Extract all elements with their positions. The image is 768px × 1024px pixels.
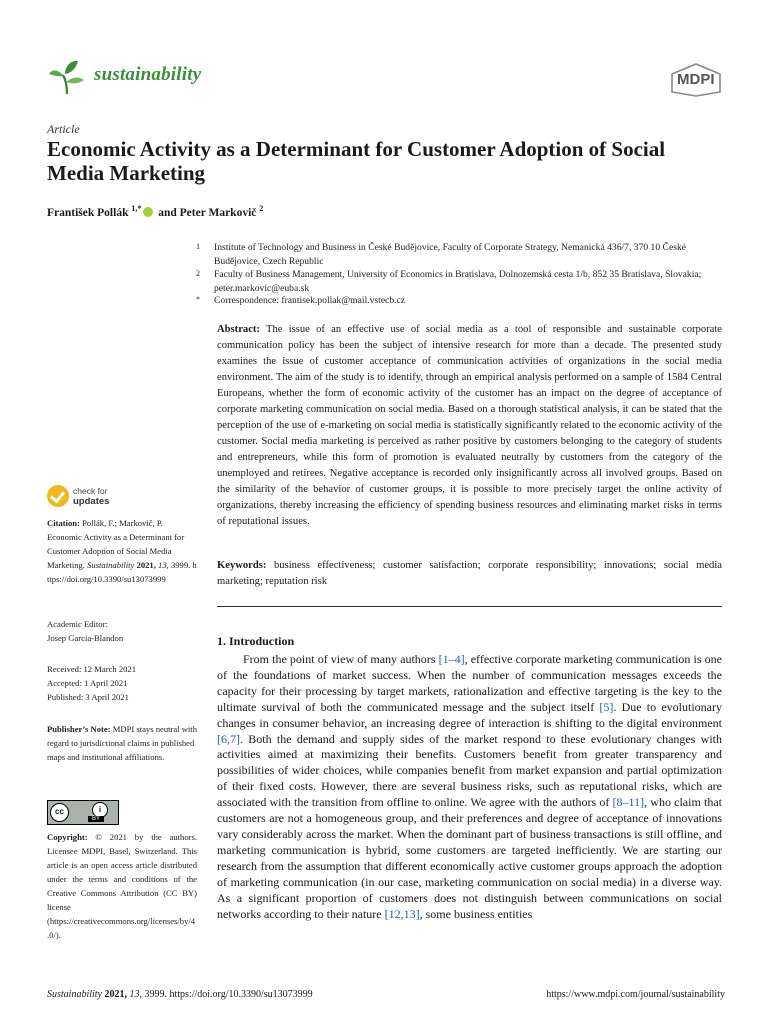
citation-year: 2021, [136,560,156,570]
citation-block [47,516,197,586]
body-text: . Both the demand and supply sides of the market respond to these evolutionary changes with activities aimed at maximizing their benefits. Customers benefit from greater transparency and possibilities of wider choices, while companies benefit from market expansion and partial optimization of their fixed costs. However, there are several business risks, such as reputational risks, which are associated with the transition from offline to online. We agree with the authors of [217,731,722,810]
mdpi-logo-icon[interactable] [668,62,724,98]
footer-journal-url[interactable]: https://www.mdpi.com/journal/sustainability [546,989,725,1000]
publisher-note-label: Publisher’s Note: [47,724,111,734]
orcid-icon[interactable] [143,207,153,217]
keywords-label: Keywords: [217,560,267,571]
body-text: , effective corporate marketing communication is one of the foundations of market success. When the number of communication messages exceeds the capacity for their processing by target markets, rationalization and effective targeting is the key to the ultimate survival of both the communicated message and the subject itself [217,652,722,714]
check-updates-button[interactable] [47,484,127,510]
mdpi-logo-text: MDPI [677,71,715,88]
body-text: From the point of view of many authors [243,652,439,666]
keywords-text: business effectiveness; customer satisfaction; corporate responsibility; innovations; social media marketing; reputation risk [217,560,722,587]
citation-label: Citation: [47,518,80,528]
check-updates-line1: check for [73,486,108,496]
author-conjunction: and [158,206,177,219]
accepted-date: Accepted: 1 April 2021 [47,678,128,688]
body-text: , some business entities [419,906,533,921]
affiliation [196,241,724,268]
footer-journal: Sustainability [47,989,102,1000]
author-affiliation-marker: 2 [259,204,264,213]
publisher-note [47,722,197,764]
citation-link[interactable]: [8–11] [612,795,645,810]
copyright-block [47,830,197,942]
citation-text: Pollák, F.; Markovič, P. Economic Activity as a Determinant for Customer Adoption of Social Media Marketing. [47,518,185,570]
citation-volume: 13, [158,560,169,570]
keywords [217,558,722,589]
copyright-text: © 2021 by the authors. Licensee MDPI, Basel, Switzerland. This article is an open access article distributed under the terms and conditions of the Creative Commons Attribution (CC BY) license (https://creativecommons.org/licenses/by/4.0/). [47,832,197,940]
article-type: Article [47,122,80,136]
affiliation-number: 2 [196,269,200,278]
cc-person: i [92,802,108,818]
citation-link[interactable]: [1–4] [438,652,465,666]
abstract-text: The issue of an effective use of social media as a tool of responsible and sustainable corporate communication policy has been the subject of intensive research for more than a decade. The presented study examines the issue of customer acceptance of communication activities of organizations in the social media environment. The aim of the study is to identify, through an empirical analysis performed on a sample of 1584 Central Europeans, whether the form of economic activity of the customer has an impact on the degree of acceptance of corporate marketing communication on social media. Based on a thorough statistical analysis, it can be stated that the perception of the use of e-marketing on social media is statistically significantly related to the economic activity of the customer. Social media marketing is perceived as rather positive by customers belonging to the category of students and entrepreneurs, while this form of promotion is evaluated neutrally by customers from the category of the unemployed and retirees. Negative acceptance is recorded only insignificantly across all involved groups. Based on the similarity of the behavior of customer groups, it is possible to more precisely target the online activity of organizations, thereby increasing the efficiency of spending business resources and eliminating market risks in terms of reputational issues. [217,324,722,527]
abstract [217,322,722,530]
affiliation-text: Institute of Technology and Business in České Budějovice, Faculty of Corporate Strategy, Nemanická 436/7, 370 10 České Budějovice, Czech Republic [214,242,686,267]
abstract-label: Abstract: [217,324,260,335]
citation-link[interactable]: [12,13] [384,906,420,921]
affiliation-number: * [196,295,200,304]
affiliation [196,268,724,295]
cc-by-label: BY [88,816,104,822]
received-date: Received: 12 March 2021 [47,664,137,674]
article-title: Economic Activity as a Determinant for Customer Adoption of Social Media Marketing [47,137,666,185]
editor-name: Josep Garcia-Blandon [47,633,124,643]
publication-dates [47,662,197,704]
correspondence-text: Correspondence: frantisek.pollak@mail.vstecb.cz [214,295,406,306]
author-affiliation-marker: 1,* [131,204,142,213]
correspondence [196,294,724,308]
journal-name[interactable]: sustainability [94,64,202,85]
author-list [47,204,263,219]
section-heading: 1. Introduction [217,634,295,648]
footer-year: 2021, [104,989,127,1000]
footer-doi[interactable]: 3999. https://doi.org/10.3390/su13073999 [144,989,313,1000]
cc-circle: cc [50,803,69,822]
check-updates-label [73,486,109,507]
cc-license-icon[interactable] [47,800,119,825]
citation-journal: Sustainability [87,560,135,570]
section-divider [217,606,722,607]
editor-label: Academic Editor: [47,619,108,629]
affiliation-number: 1 [196,242,200,251]
published-date: Published: 3 April 2021 [47,692,129,702]
check-updates-icon [47,485,69,507]
footer-citation [47,989,313,1000]
introduction-paragraph [217,652,722,922]
author-name[interactable]: František Pollák [47,206,129,219]
publisher-note-text: MDPI stays neutral with regard to jurisdictional claims in published maps and institutional affiliations. [47,724,197,762]
footer-volume: 13, [129,989,142,1000]
affiliation-text: Faculty of Business Management, University of Economics in Bratislava, Dolnozemská cesta 1/b, 852 35 Bratislava, Slovakia; peter.markovic@euba.sk [214,269,702,294]
academic-editor [47,617,197,645]
body-text: , who claim that customers are not a homogeneous group, and their preferences and degree of acceptance of innovations vary considerably across the market. When the dominant part of business transactions is still offline, and marketing communication is hybrid, some customers are targeted inefficiently. We are starting our research from the assumption that different economically active customer groups approach the adoption of marketing communication (in our case, marketing communication on social media) in a diverse way. As a significant proportion of customers does not distinguish between communications on social networks according to their nature [217,795,722,921]
copyright-label: Copyright: [47,832,88,842]
check-updates-line2: updates [73,496,110,507]
body-text: . Due to evolutionary changes in consumer behavior, an increasing degree of interaction is shifting to the digital environment [217,699,722,730]
author-name[interactable]: Peter Markovič [179,206,257,219]
citation-link[interactable]: [6,7] [217,731,240,746]
leaf-logo-icon [47,58,87,98]
citation-doi[interactable]: 3999. https://doi.org/10.3390/su13073999 [47,560,197,584]
citation-link[interactable]: [5] [599,699,614,714]
